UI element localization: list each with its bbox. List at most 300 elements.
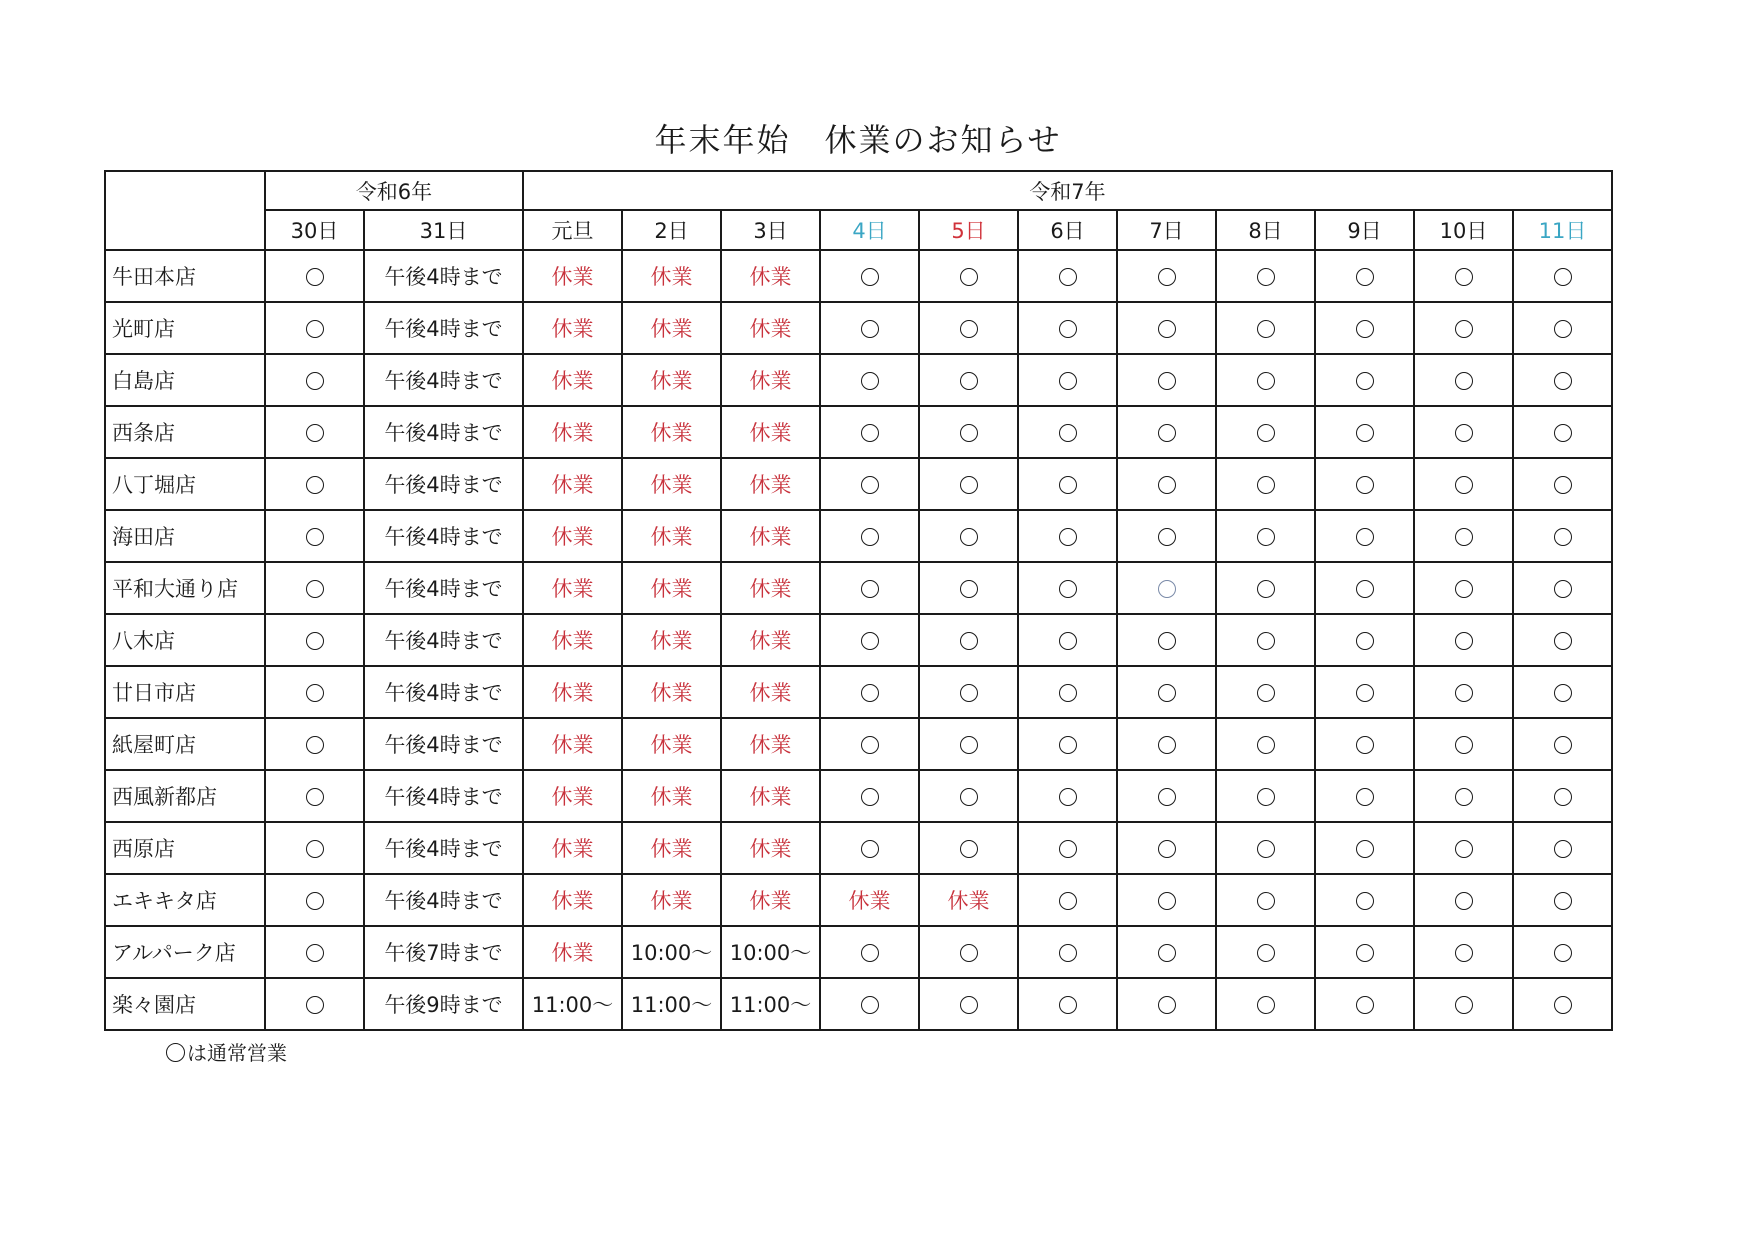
open-cell <box>265 822 364 874</box>
open-cell <box>919 302 1018 354</box>
circle-icon <box>1158 840 1176 858</box>
cell-text: 午後4時まで <box>384 681 503 705</box>
open-cell <box>1216 874 1315 926</box>
circle-icon <box>1455 372 1473 390</box>
circle-icon <box>1554 476 1572 494</box>
open-cell <box>265 770 364 822</box>
open-cell <box>1315 510 1414 562</box>
circle-icon <box>960 320 978 338</box>
cell-text: 休業 <box>551 317 594 341</box>
open-cell <box>1018 978 1117 1030</box>
circle-icon <box>1356 632 1374 650</box>
open-cell <box>1513 510 1612 562</box>
circle-icon <box>1059 944 1077 962</box>
open-cell <box>1315 614 1414 666</box>
circle-icon <box>960 580 978 598</box>
open-cell <box>1117 250 1216 302</box>
cell-text: 午後4時まで <box>384 733 503 757</box>
circle-icon <box>306 632 324 650</box>
circle-icon <box>306 684 324 702</box>
open-cell <box>265 718 364 770</box>
circle-icon <box>1455 996 1473 1014</box>
cell-text: 午後9時まで <box>384 993 503 1017</box>
cell-text: 午後4時まで <box>384 525 503 549</box>
open-cell <box>265 510 364 562</box>
day-header: 6日 <box>1018 210 1117 250</box>
closed-cell <box>622 510 721 562</box>
open-cell <box>919 666 1018 718</box>
open-cell <box>820 666 919 718</box>
cell-text: 休業 <box>848 889 891 913</box>
closed-cell <box>622 822 721 874</box>
store-name: 八木店 <box>105 614 265 666</box>
table-row <box>105 510 1612 562</box>
open-cell <box>1315 926 1414 978</box>
open-cell <box>1414 874 1513 926</box>
circle-icon <box>861 320 879 338</box>
circle-icon <box>1257 944 1275 962</box>
open-cell <box>1513 978 1612 1030</box>
cell-text: 休業 <box>551 733 594 757</box>
circle-icon <box>1257 528 1275 546</box>
circle-icon <box>960 788 978 806</box>
hours-cell <box>364 926 523 978</box>
open-cell <box>1513 614 1612 666</box>
open-cell <box>820 926 919 978</box>
cell-text: 休業 <box>650 265 693 289</box>
closed-cell <box>622 718 721 770</box>
open-cell <box>265 406 364 458</box>
cell-text: 休業 <box>650 577 693 601</box>
cell-text: 休業 <box>650 889 693 913</box>
cell-text: 休業 <box>551 525 594 549</box>
open-cell <box>919 718 1018 770</box>
closed-cell <box>622 614 721 666</box>
circle-icon <box>960 476 978 494</box>
year-header: 令和7年 <box>523 171 1612 210</box>
open-cell <box>919 562 1018 614</box>
circle-icon <box>1356 268 1374 286</box>
holiday-schedule-table <box>104 170 1613 1031</box>
cell-text: 午後4時まで <box>384 785 503 809</box>
store-name: 紙屋町店 <box>105 718 265 770</box>
table-row <box>105 666 1612 718</box>
circle-icon <box>1455 788 1473 806</box>
closed-cell <box>622 874 721 926</box>
circle-icon <box>1356 996 1374 1014</box>
circle-icon <box>1356 788 1374 806</box>
open-cell <box>1117 874 1216 926</box>
circle-icon <box>306 372 324 390</box>
circle-icon <box>306 788 324 806</box>
circle-icon <box>1059 892 1077 910</box>
circle-icon <box>1356 892 1374 910</box>
open-cell <box>265 250 364 302</box>
cell-text: 休業 <box>749 629 792 653</box>
circle-icon <box>1158 788 1176 806</box>
open-cell <box>1117 614 1216 666</box>
year-header-row <box>105 171 1612 210</box>
open-cell <box>820 354 919 406</box>
closed-cell <box>622 562 721 614</box>
open-cell <box>265 978 364 1030</box>
open-cell <box>1216 822 1315 874</box>
cell-text: 休業 <box>650 733 693 757</box>
open-cell <box>1315 250 1414 302</box>
open-cell <box>919 770 1018 822</box>
circle-icon <box>960 268 978 286</box>
year-header: 令和6年 <box>265 171 523 210</box>
circle-icon <box>861 788 879 806</box>
circle-icon <box>1158 580 1176 598</box>
open-cell <box>1018 666 1117 718</box>
circle-icon <box>1158 996 1176 1014</box>
open-cell <box>1414 978 1513 1030</box>
open-cell <box>1513 770 1612 822</box>
table-row <box>105 718 1612 770</box>
open-cell <box>265 302 364 354</box>
open-cell <box>820 718 919 770</box>
day-header: 10日 <box>1414 210 1513 250</box>
cell-text: 休業 <box>650 837 693 861</box>
open-cell <box>1315 874 1414 926</box>
closed-cell <box>622 770 721 822</box>
circle-icon <box>1257 424 1275 442</box>
legend-text: は通常営業 <box>187 1041 287 1065</box>
circle-icon <box>1554 580 1572 598</box>
cell-text: 10:00～ <box>630 941 713 965</box>
open-cell <box>820 822 919 874</box>
circle-icon <box>1158 892 1176 910</box>
cell-text: 休業 <box>650 421 693 445</box>
table-row <box>105 458 1612 510</box>
open-cell <box>1315 458 1414 510</box>
open-cell <box>265 614 364 666</box>
open-cell <box>820 770 919 822</box>
cell-text: 休業 <box>551 889 594 913</box>
open-cell <box>1414 822 1513 874</box>
cell-text: 休業 <box>749 837 792 861</box>
cell-text: 休業 <box>650 681 693 705</box>
open-cell <box>1018 926 1117 978</box>
circle-icon <box>1455 268 1473 286</box>
closed-cell <box>721 406 820 458</box>
open-cell <box>1513 874 1612 926</box>
open-cell <box>1216 302 1315 354</box>
open-cell <box>1216 770 1315 822</box>
circle-icon <box>1257 268 1275 286</box>
open-cell <box>820 614 919 666</box>
open-cell <box>1117 822 1216 874</box>
open-cell <box>1216 926 1315 978</box>
circle-icon <box>1059 788 1077 806</box>
circle-icon <box>1554 892 1572 910</box>
open-cell <box>1117 406 1216 458</box>
circle-icon <box>1554 424 1572 442</box>
circle-icon <box>1059 996 1077 1014</box>
open-cell <box>1216 978 1315 1030</box>
circle-icon <box>861 268 879 286</box>
circle-icon <box>306 892 324 910</box>
cell-text: 休業 <box>551 629 594 653</box>
circle-icon <box>1257 736 1275 754</box>
closed-cell <box>622 406 721 458</box>
closed-cell <box>523 614 622 666</box>
closed-cell <box>523 458 622 510</box>
corner-cell <box>105 171 265 250</box>
hours-cell <box>364 770 523 822</box>
open-cell <box>1216 354 1315 406</box>
cell-text: 休業 <box>650 629 693 653</box>
store-name: 西条店 <box>105 406 265 458</box>
cell-text: 休業 <box>749 421 792 445</box>
open-cell <box>265 458 364 510</box>
circle-icon <box>1554 268 1572 286</box>
circle-icon <box>1455 632 1473 650</box>
closed-cell <box>523 510 622 562</box>
circle-icon <box>1158 528 1176 546</box>
open-cell <box>1315 822 1414 874</box>
cell-text: 午後4時まで <box>384 889 503 913</box>
open-cell <box>1117 978 1216 1030</box>
table-row <box>105 354 1612 406</box>
circle-icon <box>1554 528 1572 546</box>
circle-icon <box>1158 476 1176 494</box>
open-cell <box>820 562 919 614</box>
circle-icon <box>306 268 324 286</box>
table-row <box>105 614 1612 666</box>
cell-text: 午後4時まで <box>384 369 503 393</box>
circle-icon <box>306 424 324 442</box>
open-cell <box>1216 458 1315 510</box>
closed-cell <box>721 822 820 874</box>
cell-text: 休業 <box>749 785 792 809</box>
cell-text: 休業 <box>749 473 792 497</box>
circle-icon <box>1455 944 1473 962</box>
closed-cell <box>523 406 622 458</box>
store-name: 西風新都店 <box>105 770 265 822</box>
circle-icon <box>306 528 324 546</box>
circle-icon <box>1158 268 1176 286</box>
cell-text: 休業 <box>551 941 594 965</box>
cell-text: 休業 <box>551 473 594 497</box>
open-cell <box>1117 354 1216 406</box>
open-cell <box>265 562 364 614</box>
open-cell <box>1018 718 1117 770</box>
table-row <box>105 926 1612 978</box>
open-cell <box>1315 354 1414 406</box>
day-header: 3日 <box>721 210 820 250</box>
open-cell <box>1414 614 1513 666</box>
closed-cell <box>523 926 622 978</box>
store-name: 海田店 <box>105 510 265 562</box>
open-cell <box>1315 406 1414 458</box>
store-name: 光町店 <box>105 302 265 354</box>
circle-icon <box>1455 892 1473 910</box>
table-row <box>105 302 1612 354</box>
cell-text: 休業 <box>551 577 594 601</box>
cell-text: 午後4時まで <box>384 421 503 445</box>
store-name: 八丁堀店 <box>105 458 265 510</box>
open-cell <box>1117 562 1216 614</box>
circle-icon <box>1554 840 1572 858</box>
hours-cell <box>622 926 721 978</box>
open-cell <box>919 978 1018 1030</box>
page-title: 年末年始 休業のお知らせ <box>654 121 1062 159</box>
day-header: 31日 <box>364 210 523 250</box>
open-cell <box>1117 926 1216 978</box>
closed-cell <box>721 718 820 770</box>
open-cell <box>1513 406 1612 458</box>
store-name: 楽々園店 <box>105 978 265 1030</box>
circle-icon <box>861 476 879 494</box>
circle-icon <box>861 996 879 1014</box>
table-row <box>105 874 1612 926</box>
open-cell <box>919 354 1018 406</box>
closed-cell <box>523 250 622 302</box>
open-cell <box>1018 614 1117 666</box>
store-name: エキキタ店 <box>105 874 265 926</box>
closed-cell <box>919 874 1018 926</box>
open-cell <box>1315 770 1414 822</box>
circle-icon <box>166 1043 185 1062</box>
circle-icon <box>1158 320 1176 338</box>
closed-cell <box>523 302 622 354</box>
day-header: 11日 <box>1513 210 1612 250</box>
circle-icon <box>1059 840 1077 858</box>
circle-icon <box>1356 320 1374 338</box>
circle-icon <box>1158 736 1176 754</box>
open-cell <box>1414 406 1513 458</box>
open-cell <box>1414 250 1513 302</box>
closed-cell <box>721 666 820 718</box>
circle-icon <box>960 840 978 858</box>
circle-icon <box>861 736 879 754</box>
open-cell <box>1018 822 1117 874</box>
cell-text: 10:00～ <box>729 941 812 965</box>
circle-icon <box>1455 840 1473 858</box>
hours-cell <box>364 666 523 718</box>
circle-icon <box>1059 736 1077 754</box>
cell-text: 休業 <box>650 317 693 341</box>
open-cell <box>1315 718 1414 770</box>
circle-icon <box>1455 320 1473 338</box>
hours-cell <box>364 874 523 926</box>
cell-text: 休業 <box>551 785 594 809</box>
closed-cell <box>523 562 622 614</box>
closed-cell <box>622 302 721 354</box>
circle-icon <box>861 632 879 650</box>
open-cell <box>1315 562 1414 614</box>
closed-cell <box>523 822 622 874</box>
circle-icon <box>1059 684 1077 702</box>
open-cell <box>919 406 1018 458</box>
open-cell <box>919 458 1018 510</box>
cell-text: 午後4時まで <box>384 317 503 341</box>
circle-icon <box>1059 372 1077 390</box>
cell-text: 休業 <box>749 577 792 601</box>
store-name: 西原店 <box>105 822 265 874</box>
cell-text: 休業 <box>650 785 693 809</box>
circle-icon <box>1554 320 1572 338</box>
circle-icon <box>1059 476 1077 494</box>
open-cell <box>1315 666 1414 718</box>
circle-icon <box>1257 684 1275 702</box>
open-cell <box>919 510 1018 562</box>
circle-icon <box>861 580 879 598</box>
hours-cell <box>523 978 622 1030</box>
circle-icon <box>861 424 879 442</box>
hours-cell <box>721 926 820 978</box>
circle-icon <box>306 840 324 858</box>
table-row <box>105 770 1612 822</box>
circle-icon <box>1554 736 1572 754</box>
circle-icon <box>1554 944 1572 962</box>
table-row <box>105 822 1612 874</box>
open-cell <box>1216 614 1315 666</box>
open-cell <box>1018 458 1117 510</box>
circle-icon <box>1158 632 1176 650</box>
day-header: 8日 <box>1216 210 1315 250</box>
open-cell <box>1414 718 1513 770</box>
circle-icon <box>1455 424 1473 442</box>
cell-text: 休業 <box>551 369 594 393</box>
open-cell <box>1018 874 1117 926</box>
circle-icon <box>960 632 978 650</box>
store-name: 平和大通り店 <box>105 562 265 614</box>
cell-text: 11:00～ <box>630 993 713 1017</box>
circle-icon <box>1257 788 1275 806</box>
closed-cell <box>721 354 820 406</box>
hours-cell <box>364 354 523 406</box>
circle-icon <box>1356 476 1374 494</box>
table-row <box>105 978 1612 1030</box>
open-cell <box>1414 666 1513 718</box>
circle-icon <box>1554 684 1572 702</box>
cell-text: 休業 <box>749 733 792 757</box>
closed-cell <box>622 458 721 510</box>
circle-icon <box>306 476 324 494</box>
closed-cell <box>721 458 820 510</box>
open-cell <box>1117 666 1216 718</box>
open-cell <box>820 458 919 510</box>
cell-text: 休業 <box>650 369 693 393</box>
circle-icon <box>306 580 324 598</box>
circle-icon <box>1356 528 1374 546</box>
circle-icon <box>1455 476 1473 494</box>
open-cell <box>1117 770 1216 822</box>
circle-icon <box>960 736 978 754</box>
closed-cell <box>721 874 820 926</box>
circle-icon <box>960 372 978 390</box>
circle-icon <box>1356 580 1374 598</box>
hours-cell <box>721 978 820 1030</box>
closed-cell <box>523 874 622 926</box>
open-cell <box>1018 770 1117 822</box>
open-cell <box>1414 562 1513 614</box>
open-cell <box>265 874 364 926</box>
open-cell <box>1117 718 1216 770</box>
open-cell <box>820 250 919 302</box>
closed-cell <box>622 354 721 406</box>
hours-cell <box>364 718 523 770</box>
day-header: 元旦 <box>523 210 622 250</box>
store-name: アルパーク店 <box>105 926 265 978</box>
store-name: 白島店 <box>105 354 265 406</box>
circle-icon <box>1356 424 1374 442</box>
circle-icon <box>1158 372 1176 390</box>
circle-icon <box>1455 684 1473 702</box>
